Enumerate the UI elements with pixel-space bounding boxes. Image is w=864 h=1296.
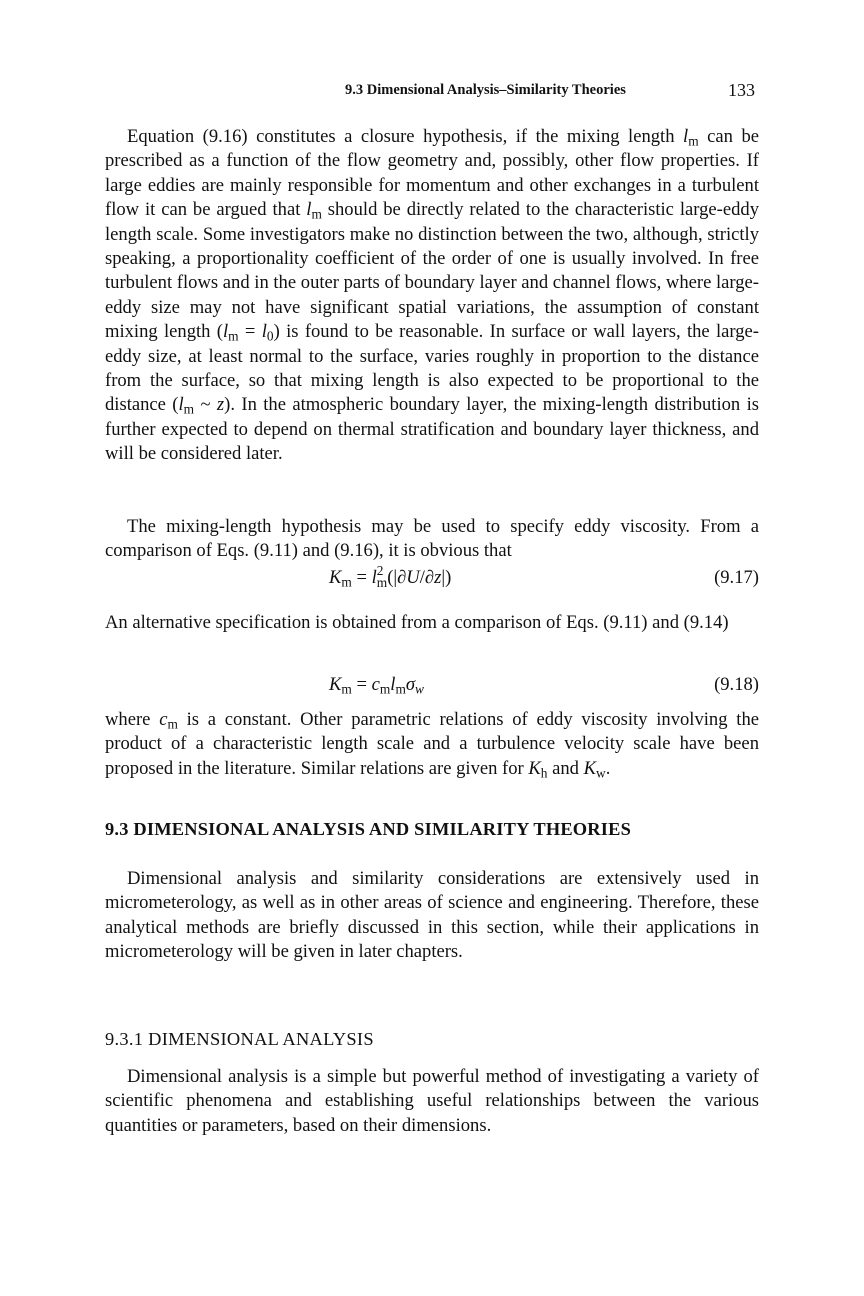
equation-9-17 bbox=[105, 565, 759, 591]
dimensional-analysis-paragraph bbox=[105, 1065, 759, 1138]
paragraph-text: Dimensional analysis and similarity considerations are extensively used in micrometerology, as well as in other areas of science and engineering. Therefore, these analytical methods are briefly discussed in this section, while their applications in micrometerology will be given in later chapters. bbox=[105, 868, 759, 963]
equation-formula: $K_m = l$ 2 m (|∂U/∂z|) bbox=[329, 563, 452, 591]
paragraph-text: Equation (9.16) constitutes a closure hypothesis, if the mixing length $l_m$ can be prescribed as a function of the flow geometry and, possibly, other flow properties. If large eddies are mainly responsible for momentum and other exchanges in a turbulent flow it can be argued that $l_m$ should be directly related to the characteristic large-eddy length scale. Some investigators make no distinction between the two, although, strictly speaking, a proportionality coefficient of the order of one is usually involved. In free turbulent flows and in the outer parts of boundary layer and channel flows, where large-eddy size may not have significant spatial variations, the assumption of constant mixing length $(l_m = l_0)$ is found to be reasonable. In surface or wall layers, the large-eddy size, at least normal to the surface, varies roughly in proportion to the distance from the surface, so that mixing length is also expected to be proportional to the distance ($l_m$ ~ z). In the atmospheric boundary layer, the mixing-length distribution is further expected to depend on thermal stratification and boundary layer thickness, and will be considered later. bbox=[105, 126, 759, 465]
paragraph-text: The mixing-length hypothesis may be used to specify eddy viscosity. From a comparison of Eqs. (9.11) and (9.16), it is obvious that bbox=[105, 516, 759, 562]
equation-number: (9.17) bbox=[714, 567, 759, 588]
eddy-viscosity-paragraph bbox=[105, 515, 759, 564]
equation-9-18 bbox=[105, 672, 759, 698]
page-number: 133 bbox=[728, 80, 755, 100]
alternative-specification-paragraph bbox=[105, 611, 759, 635]
paragraph-text: Dimensional analysis is a simple but powerful method of investigating a variety of scientific phenomena and establishing useful relationships between the various quantities or parameters, based on their dimensions. bbox=[105, 1066, 759, 1136]
parametric-relations-paragraph bbox=[105, 708, 759, 781]
paragraph-text: where $c_m$ is a constant. Other parametric relations of eddy viscosity involving the product of a characteristic length scale and a turbulence velocity scale have been proposed in the literature. Similar relations are given for $K_h$ and $K_w$. bbox=[105, 709, 759, 781]
section-intro-paragraph bbox=[105, 867, 759, 965]
section-heading: 9.3 DIMENSIONAL ANALYSIS AND SIMILARITY THEORIES bbox=[105, 819, 632, 839]
paragraph-text: An alternative specification is obtained from a comparison of Eqs. (9.11) and (9.14) bbox=[105, 612, 729, 633]
equation-number: (9.18) bbox=[714, 674, 759, 695]
subsection-heading: 9.3.1 DIMENSIONAL ANALYSIS bbox=[105, 1029, 374, 1049]
mixing-length-paragraph bbox=[105, 125, 759, 467]
running-head: 9.3 Dimensional Analysis–Similarity Theories bbox=[345, 82, 626, 98]
equation-formula: $K_m = c_ml_m\sigma_w$ bbox=[329, 674, 424, 697]
